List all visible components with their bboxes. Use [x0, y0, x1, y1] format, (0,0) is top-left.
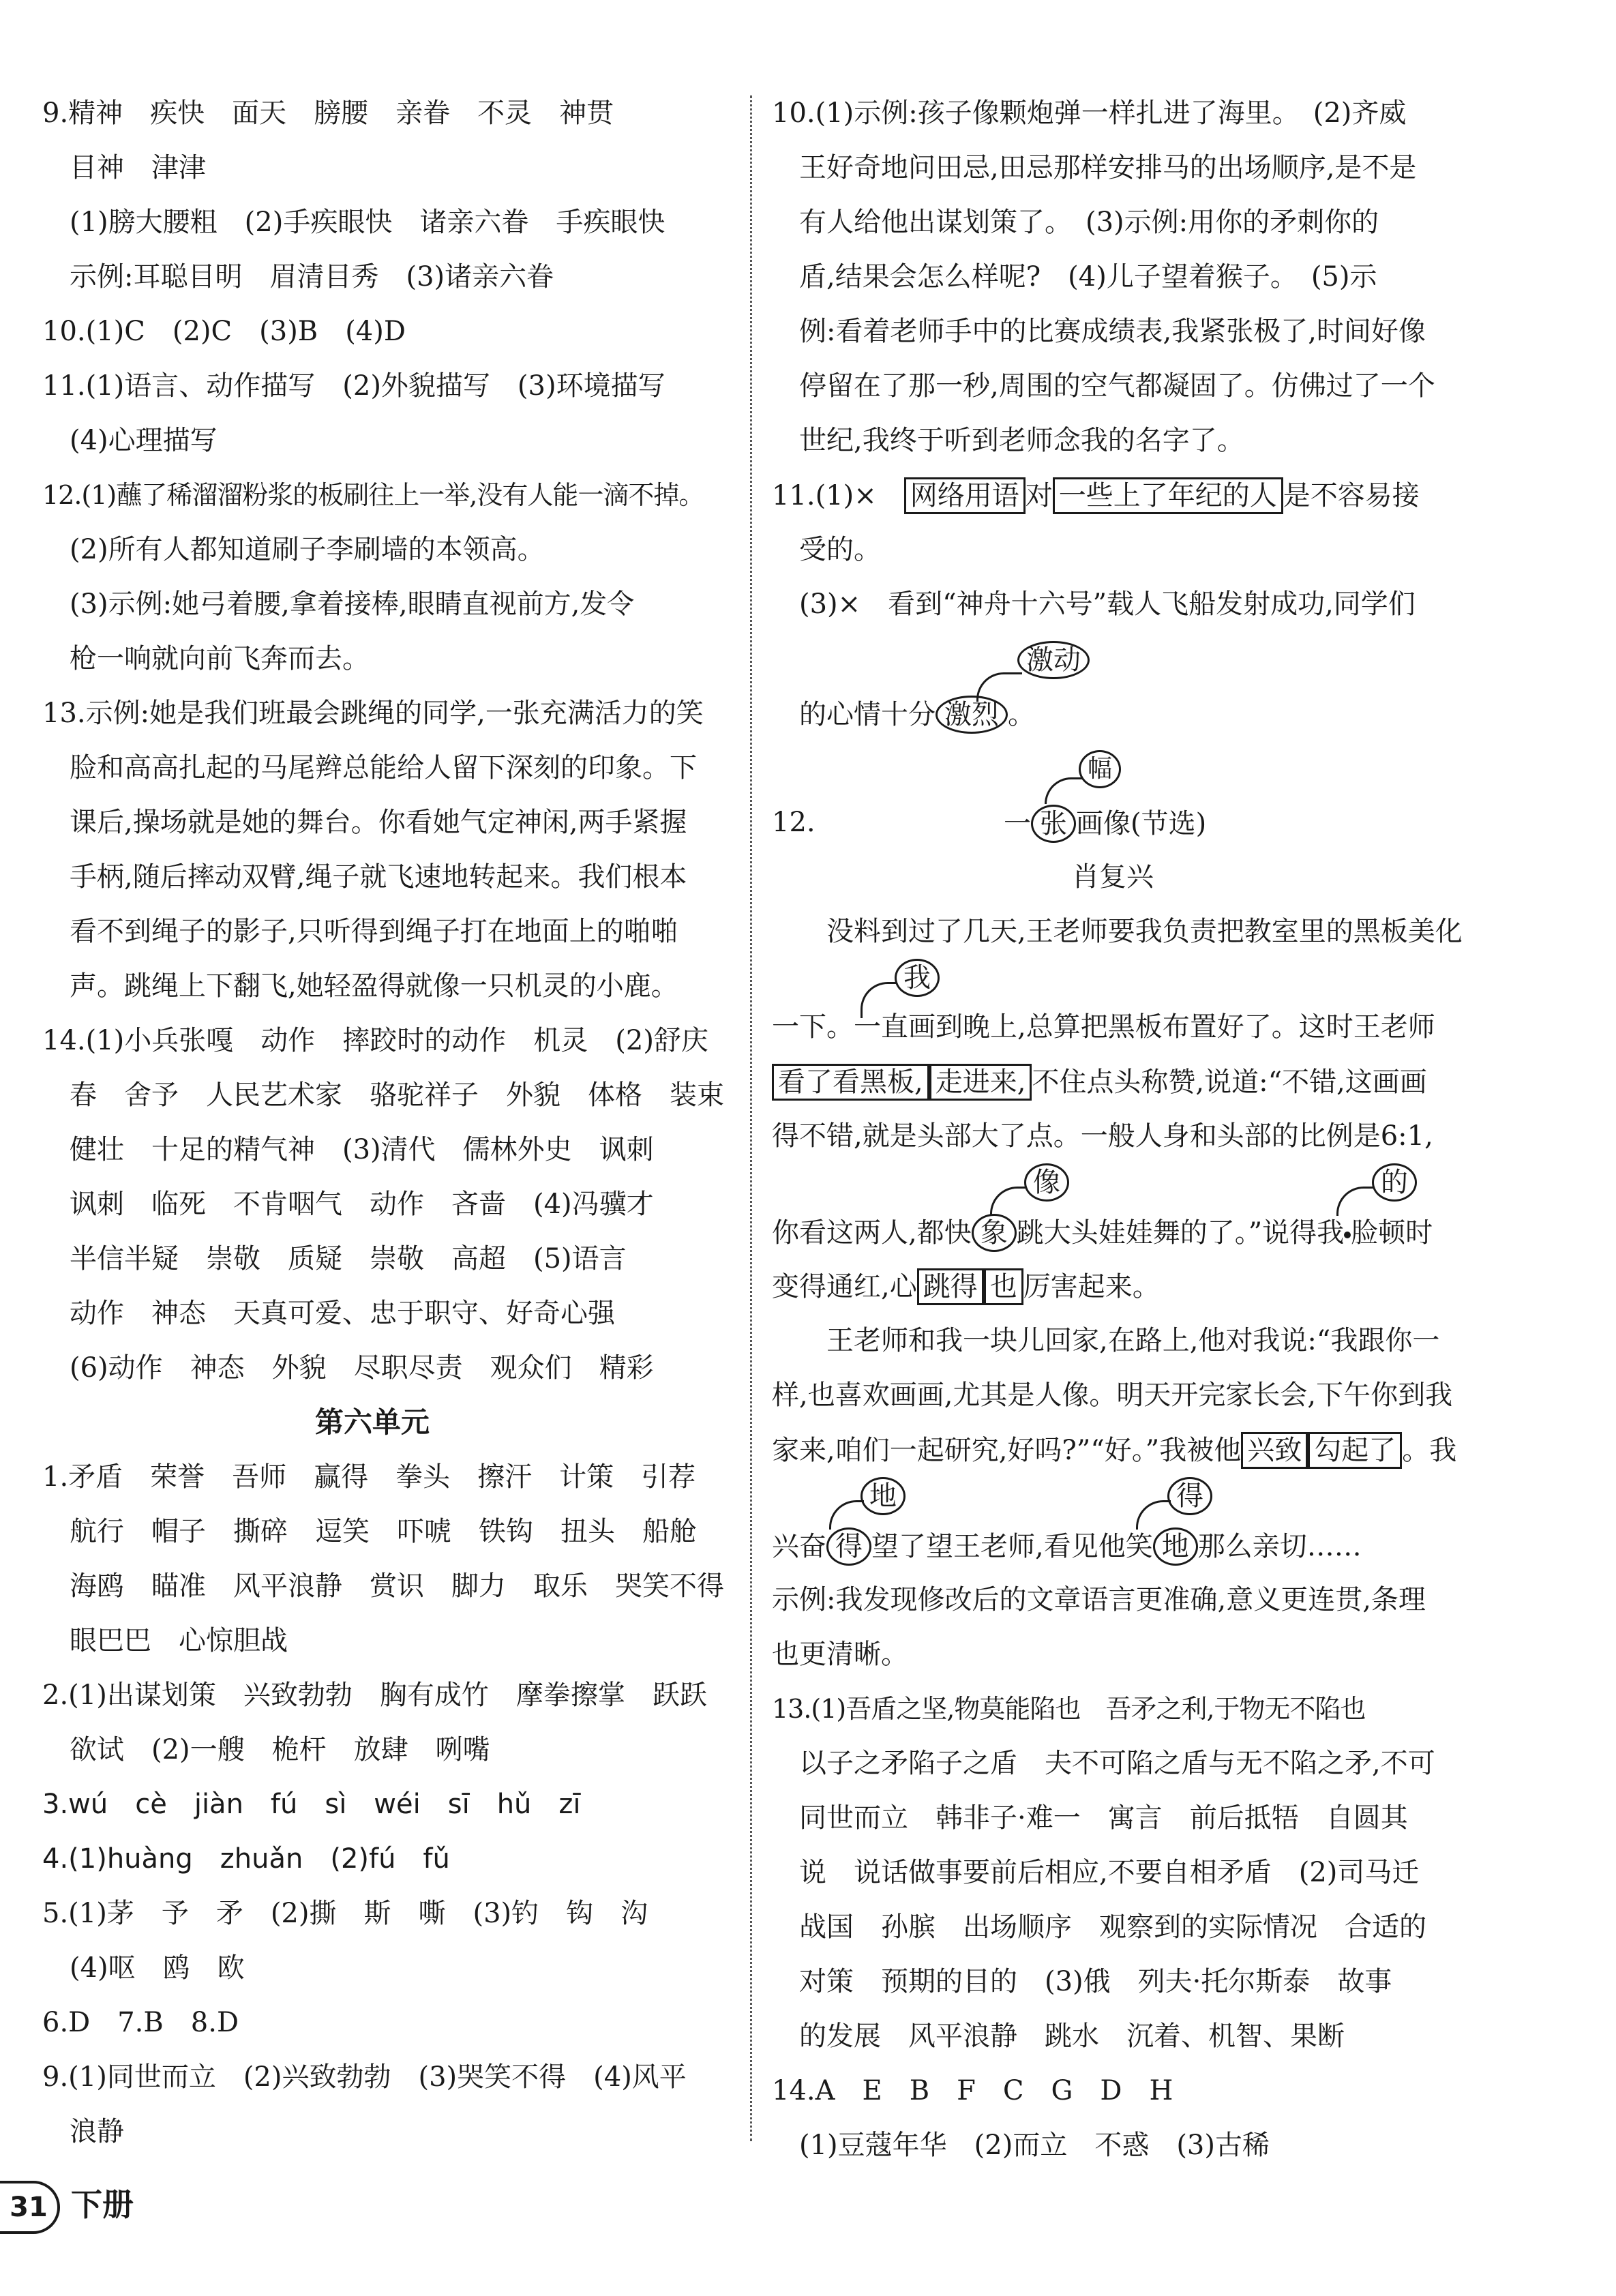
answer-line: 说 说话做事要前后相应,不要自相矛盾 (2)司马迁 — [772, 1857, 1420, 1888]
answer-line: 春 舍予 人民艺术家 骆驼祥子 外貌 体格 装束 — [42, 1079, 724, 1111]
answer-line: 世纪,我终于听到老师念我的名字了。 — [772, 425, 1244, 456]
swap-box: 看了看黑板, — [772, 1064, 929, 1101]
answer-line: 欲试 (2)一艘 桅杆 放肆 咧嘴 — [42, 1734, 490, 1765]
essay-line: 得不错,就是头部大了点。一般人身和头部的比例是6:1, — [772, 1120, 1433, 1152]
answer-line: 脸和高高扎起的马尾辫总能给人留下深刻的印象。下 — [42, 752, 697, 784]
essay-line: 兴奋 得 望了望王老师,看见他笑 地 那么亲切…… — [772, 1527, 1362, 1566]
answer-line: 看不到绳子的影子,只听得到绳子打在地面上的啪啪 — [42, 916, 678, 947]
answer-line: 王好奇地问田忌,田忌那样安排马的出场顺序,是不是 — [772, 152, 1417, 183]
answer-line: 目神 津津 — [42, 152, 206, 183]
answer-line: (3)示例:她弓着腰,拿着接棒,眼睛直视前方,发令 — [42, 588, 635, 620]
answer-line: (6)动作 神态 外貌 尽职尽责 观众们 精彩 — [42, 1352, 654, 1384]
answer-line: 例:看着老师手中的比赛成绩表,我紧张极了,时间好像 — [772, 316, 1426, 347]
swap-box: 网络用语 — [904, 477, 1026, 514]
answer-line: 也更清晰。 — [772, 1639, 908, 1670]
circled-word: 象 — [972, 1214, 1017, 1252]
insert-note: 地 — [861, 1477, 906, 1515]
correction-arrow — [1045, 777, 1082, 804]
answer-line: 13.示例:她是我们班最会跳绳的同学,一张充满活力的笑 — [42, 698, 704, 729]
answer-line: 对策 预期的目的 (3)俄 列夫·托尔斯泰 故事 — [772, 1966, 1392, 1997]
answer-line: 海鸥 瞄准 风平浪静 赏识 脚力 取乐 哭笑不得 — [42, 1570, 724, 1602]
answer-line: 课后,操场就是她的舞台。你看她气定神闲,两手紧握 — [42, 807, 687, 838]
answer-line: 14.A E B F C G D H — [772, 2075, 1173, 2106]
insert-note: 像 — [1024, 1163, 1069, 1202]
circled-word: 得 — [826, 1527, 871, 1566]
answer-line: 停留在了那一秒,周围的空气都凝固了。仿佛过了一个 — [772, 370, 1435, 402]
essay-line: 一下。一直画到晚上,总算把黑板布置好了。这时王老师 — [772, 1011, 1435, 1043]
q11-line: 11.(1)× 网络用语 对 一些上了年纪的人 是不容易接 — [772, 477, 1420, 514]
answer-line: 1.矛盾 荣誉 吾师 赢得 拳头 擦汗 计策 引荐 — [42, 1461, 696, 1493]
answer-line: 10.(1)示例:孩子像颗炮弹一样扎进了海里。 (2)齐威 — [772, 98, 1407, 129]
answer-line: 14.(1)小兵张嘎 动作 摔跤时的动作 机灵 (2)舒庆 — [42, 1025, 708, 1056]
swap-box: 也 — [984, 1268, 1023, 1305]
answer-line: 6.D 7.B 8.D — [42, 2007, 239, 2038]
correction-arrow — [1336, 1187, 1374, 1216]
pinyin-line: 4.(1)huàng zhuǎn (2)fú fǔ — [42, 1843, 450, 1875]
swap-box: 一些上了年纪的人 — [1053, 477, 1283, 514]
swap-box: 跳得 — [917, 1268, 984, 1305]
essay-line: 你看这两人,都快 象 跳大头娃娃舞的了。”说得我 脸顿时 — [772, 1214, 1433, 1252]
correction-arrow — [829, 1500, 864, 1530]
insert-note: 得 — [1167, 1477, 1212, 1515]
swap-box: 兴致 — [1241, 1432, 1308, 1469]
answer-line: 5.(1)茅 予 矛 (2)撕 斯 嘶 (3)钓 钩 沟 — [42, 1898, 648, 1929]
essay-author: 肖复兴 — [1072, 861, 1154, 893]
insert-note: 的 — [1372, 1163, 1417, 1202]
insert-note: 幅 — [1079, 750, 1121, 788]
q11-line: 的心情十分 激烈 。 — [772, 696, 1035, 734]
answer-line: (1)豆蔻年华 (2)而立 不惑 (3)古稀 — [772, 2130, 1270, 2161]
answer-line: 动作 神态 天真可爱、忠于职守、好奇心强 — [42, 1298, 615, 1329]
unit-title: 第六单元 — [315, 1405, 430, 1439]
answer-line: (1)膀大腰粗 (2)手疾眼快 诸亲六眷 手疾眼快 — [42, 207, 665, 238]
answer-line: 半信半疑 崇敬 质疑 崇敬 高超 (5)语言 — [42, 1243, 627, 1274]
insert-note: 我 — [895, 959, 940, 997]
page-number: 31 — [0, 2181, 60, 2234]
question-number: 12. — [772, 807, 816, 838]
swap-box: 勾起了 — [1308, 1432, 1402, 1469]
insert-note: 激动 — [1017, 641, 1090, 679]
answer-line: 航行 帽子 撕碎 逗笑 吓唬 铁钩 扭头 船舱 — [42, 1516, 697, 1547]
answer-line: (4)呕 鸥 欧 — [42, 1952, 245, 1984]
answer-line: 10.(1)C (2)C (3)B (4)D — [42, 316, 406, 347]
essay-line: 看了看黑板, 走进来, 不住点头称赞,说道:“不错,这画画 — [772, 1064, 1427, 1101]
essay-line: 王老师和我一块儿回家,在路上,他对我说:“我跟你一 — [772, 1325, 1440, 1356]
correction-arrow — [990, 1187, 1026, 1216]
essay-line: 家来,咱们一起研究,好吗?”“好。”我被他 兴致 勾起了 。我 — [772, 1432, 1456, 1469]
correction-arrow — [1136, 1500, 1171, 1530]
answer-line: 手柄,随后摔动双臂,绳子就飞速地转起来。我们根本 — [42, 861, 687, 893]
answer-line: (3)× 看到“神舟十六号”载人飞船发射成功,同学们 — [772, 588, 1416, 620]
circled-word: 激烈 — [936, 696, 1008, 734]
answer-line: 9.(1)同世而立 (2)兴致勃勃 (3)哭笑不得 (4)风平 — [42, 2061, 687, 2093]
circled-word: 地 — [1153, 1527, 1198, 1566]
answer-line: (4)心理描写 — [42, 425, 218, 456]
essay-line: 没料到过了几天,王老师要我负责把教室里的黑板美化 — [772, 916, 1463, 947]
answer-line: 9.精神 疾快 面天 膀腰 亲眷 不灵 神贯 — [42, 98, 614, 129]
page-footer — [0, 2181, 273, 2235]
answer-line: 同世而立 韩非子·难一 寓言 前后抵牾 自圆其 — [772, 1802, 1408, 1834]
pinyin-line: 3.wú cè jiàn fú sì wéi sī hǔ zī — [42, 1789, 581, 1820]
answer-line: 受的。 — [772, 534, 881, 565]
answer-line: 声。跳绳上下翻飞,她轻盈得就像一只机灵的小鹿。 — [42, 970, 678, 1002]
answer-line: 示例:耳聪目明 眉清目秀 (3)诸亲六眷 — [42, 261, 554, 293]
circled-word: 张 — [1031, 805, 1076, 843]
swap-box: 走进来, — [929, 1064, 1032, 1101]
answer-line: 的发展 风平浪静 跳水 沉着、机智、果断 — [772, 2021, 1345, 2052]
answer-line: 11.(1)语言、动作描写 (2)外貌描写 (3)环境描写 — [42, 370, 665, 402]
answer-line: 有人给他出谋划策了。 (3)示例:用你的矛刺你的 — [772, 207, 1379, 238]
answer-line: 健壮 十足的精气神 (3)清代 儒林外史 讽刺 — [42, 1134, 654, 1165]
essay-title: 一 张 画像(节选) — [1004, 805, 1206, 843]
answer-line: 盾,结果会怎么样呢? (4)儿子望着猴子。 (5)示 — [772, 261, 1377, 293]
essay-line: 样,也喜欢画画,尤其是人像。明天开完家长会,下午你到我 — [772, 1380, 1453, 1411]
answer-line: (2)所有人都知道刷子李刷墙的本领高。 — [42, 534, 545, 565]
answer-line: 13.(1)吾盾之坚,物莫能陷也 吾矛之利,于物无不陷也 — [772, 1694, 1366, 1724]
column-divider — [750, 95, 752, 2141]
answer-line: 示例:我发现修改后的文章语言更准确,意义更连贯,条理 — [772, 1584, 1426, 1615]
essay-line: 变得通红,心 跳得 也 厉害起来。 — [772, 1268, 1160, 1305]
answer-line: 枪一响就向前飞奔而去。 — [42, 643, 370, 674]
answer-line: 战国 孙膑 出场顺序 观察到的实际情况 合适的 — [772, 1911, 1426, 1943]
answer-line: 眼巴巴 心惊胆战 — [42, 1625, 288, 1656]
volume-label: 下册 — [71, 2186, 134, 2223]
insert-mark — [1344, 1232, 1351, 1238]
answer-line: 2.(1)出谋划策 兴致勃勃 胸有成竹 摩拳擦掌 跃跃 — [42, 1680, 707, 1711]
answer-line: 讽刺 临死 不肯咽气 动作 吝啬 (4)冯骥才 — [42, 1189, 654, 1220]
answer-line: 12.(1)蘸了稀溜溜粉浆的板刷往上一举,没有人能一滴不掉。 — [42, 480, 704, 510]
answer-line: 以子之矛陷子之盾 夫不可陷之盾与无不陷之矛,不可 — [772, 1748, 1435, 1779]
answer-line: 浪静 — [42, 2116, 124, 2147]
